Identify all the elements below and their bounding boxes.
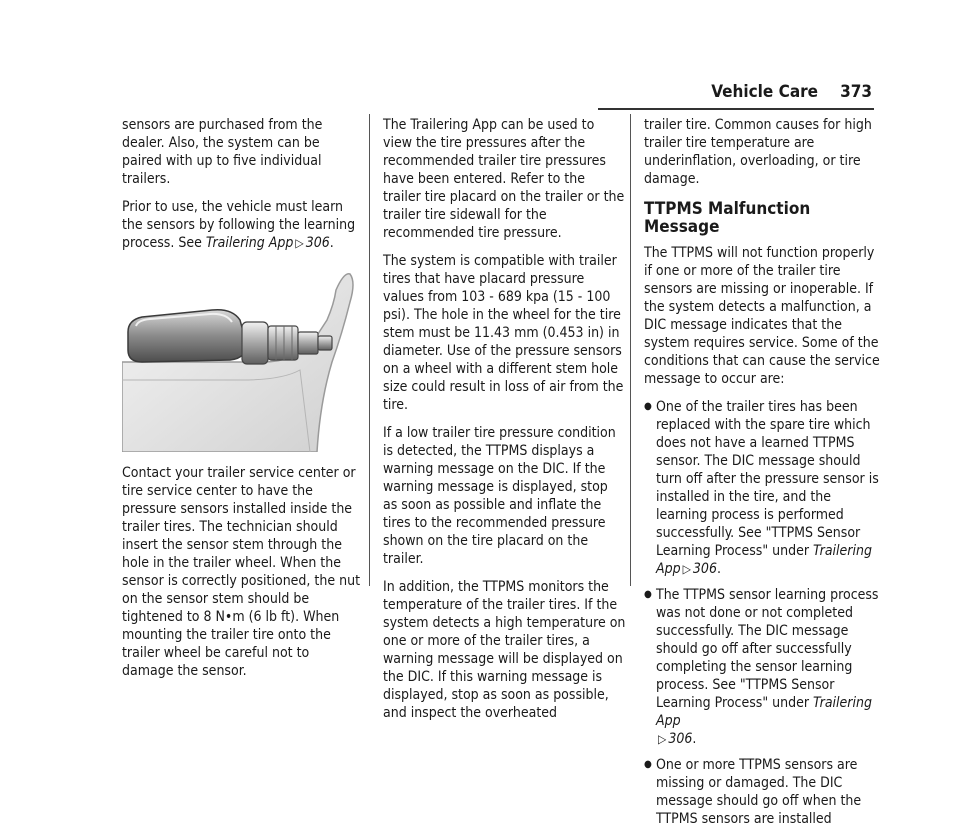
list-item [644, 586, 884, 748]
paragraph-text: Prior to use, the vehicle must learn the sensors by following the learning process. See [122, 199, 356, 251]
column-3 [644, 116, 884, 836]
xref-link[interactable]: Trailering App [656, 543, 872, 577]
column-2 [383, 116, 626, 732]
punctuation: . [716, 561, 721, 577]
page-header [711, 82, 872, 102]
list-item-text: One of the trailer tires has been replaced with the spare tire which does not have a learned TTPMS sensor. The DIC message should turn off after the pressure sensor is installed in the tire, and the learning process is performed successfully. See "TTPMS Sensor Learning Process" under [656, 399, 879, 559]
punctuation: . [692, 731, 697, 747]
page-reference-icon: ▷ [658, 732, 667, 746]
xref-page[interactable]: 306 [692, 561, 717, 577]
xref-page[interactable]: 306 [668, 731, 693, 747]
paragraph: In addition, the TTPMS monitors the temperature of the trailer tires. If the system detects a high temperature on one or more of the trailer tires, a warning message will be displayed on the DIC. If this warning message is displayed, stop as soon as possible, and inspect the overheated [383, 579, 626, 721]
paragraph: sensors are purchased from the dealer. Also, the system can be paired with up to five individual trailers. [122, 117, 323, 187]
paragraph: The system is compatible with trailer tires that have placard pressure values from 103 - 689 kpa (15 - 100 psi). The hole in the wheel for the tire stem must be 11.43 mm (0.453 in) in diameter. Use of the pressure sensors on a wheel with a different stem hole size could result in loss of air from the tire. [383, 253, 624, 413]
paragraph: If a low trailer tire pressure condition is detected, the TTPMS displays a warning message on the DIC. If the warning message is displayed, stop as soon as possible and inflate the tires to the recommended pressure shown on the tire placard on the trailer. [383, 425, 616, 567]
page-number: 373 [840, 82, 872, 102]
column-divider-1 [369, 114, 370, 586]
bullet-list [644, 398, 884, 828]
column-divider-2 [630, 114, 631, 586]
xref-link[interactable]: Trailering App [205, 235, 294, 251]
page-reference-icon: ▷ [682, 562, 691, 576]
paragraph: Contact your trailer service center or tire service center to have the pressure sensors installed inside the trailer tires. The technician should insert the sensor stem through the hole in the trailer wheel. When the sensor is correctly positioned, the nut on the sensor stem should be tightened to 8 N•m (6 lb ft). When mounting the trailer tire onto the trailer wheel be careful not to damage the sensor. [122, 465, 360, 679]
list-item-text: The TTPMS sensor learning process was not done or not completed successfully. The DIC message should go off after successfully completing the sensor learning process. See "TTPMS Sensor Learning Process" under [656, 587, 879, 711]
list-item: ● One or more TTPMS sensors are missing or damaged. The DIC message should go off when the TTPMS sensors are installed [644, 756, 884, 828]
paragraph: The Trailering App can be used to view the tire pressures after the recommended trailer tire pressures have been entered. Refer to the trailer tire placard on the trailer or the trailer tire sidewall for the recommended tire pressure. [383, 117, 625, 241]
header-rule [598, 108, 874, 110]
paragraph: The TTPMS will not function properly if one or more of the trailer tire sensors are missing or inoperable. If the system detects a malfunction, a DIC message indicates that the system requires service. Some of the conditions that can cause the service message to occur are: [644, 245, 880, 387]
paragraph: trailer tire. Common causes for high trailer tire temperature are underinflation, overloading, or tire damage. [644, 117, 872, 187]
column-1 [122, 116, 362, 690]
paragraph [122, 198, 362, 252]
punctuation: . [329, 235, 334, 251]
section-title: Vehicle Care [711, 82, 819, 102]
xref-link[interactable]: Trailering App [656, 695, 872, 729]
page-reference-icon: ▷ [295, 236, 304, 250]
tire-pressure-sensor-illustration [122, 262, 354, 452]
section-heading: TTPMS Malfunction Message [644, 199, 811, 237]
list-item [644, 398, 884, 578]
xref-page[interactable]: 306 [305, 235, 330, 251]
